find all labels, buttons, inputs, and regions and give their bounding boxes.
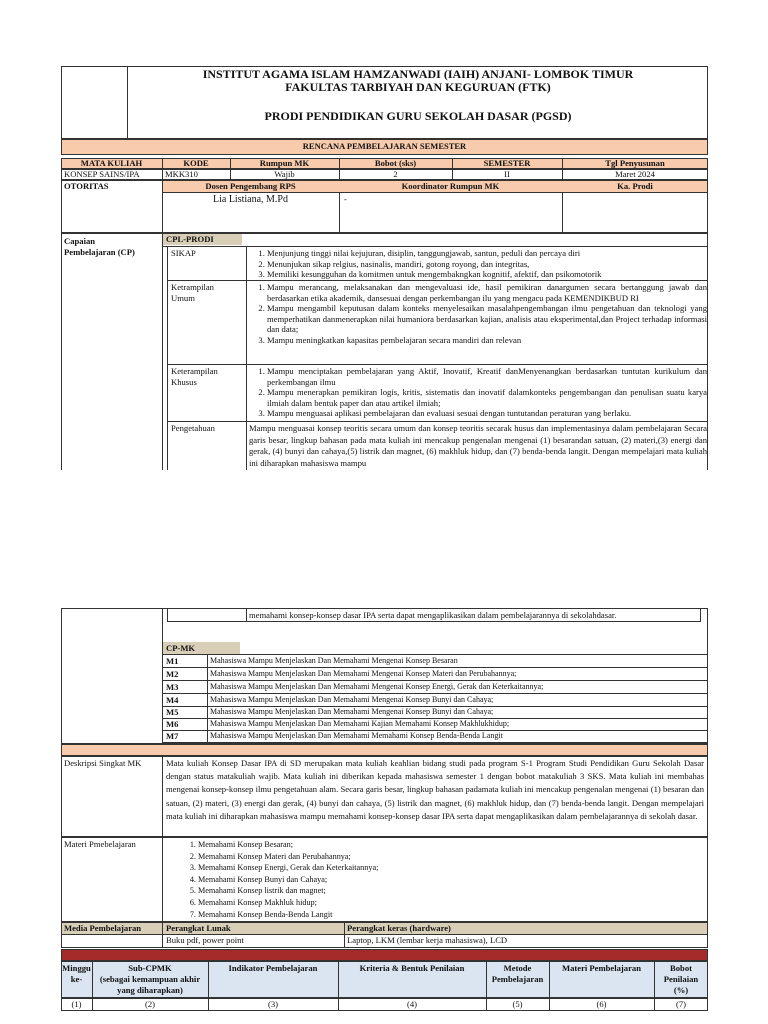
cpmk-text: Mahasiswa Mampu Menjelaskan Dan Memahami Mengenai Konsep Bunyi dan Cahaya;: [210, 707, 494, 716]
cpl-prodi-label: CPL-PRODI: [166, 234, 214, 244]
course-value-tgl: Maret 2024: [615, 169, 655, 179]
plan-col-number: (2): [144, 999, 156, 1009]
course-header-bobot: Bobot (sks): [374, 158, 417, 168]
materi-item: 5. Memahami Konsep listrik dan magnet;: [198, 885, 578, 897]
otoritas-header-line: [162, 192, 708, 193]
ku-item: 1. Mampu merancang, melaksanakan dan mengevaluasi ide, hasil pemikiran danargumen secara bertanggung jawab dan berdasarkan etika akademik, dansesuai dengan perkembangan ilu yang mengacu pada KEMENDIKBUD RI: [267, 282, 707, 303]
materi-item: 7. Memahami Konsep Benda-Benda Langit: [198, 909, 578, 921]
plan-header-bobot: Penilaian: [663, 974, 699, 984]
cp-label-2: Pembelajaran (CP): [64, 247, 135, 257]
cpmk-text: Mahasiswa Mampu Menjelaskan Dan Memahami Mengenai Konsep Bunyi dan Cahaya;: [210, 695, 494, 704]
plan-header-subcpmk: yang diharapkan): [117, 985, 183, 995]
plan-header-subcpmk: (sebagai kemampuan akhir: [99, 974, 201, 984]
pengetahuan-text: Mampu menguasai konsep teoritis secara umum dan konsep teoritis secarak husus dan implementasinya dalam pembelajaran Secara garis besar, lingkup bahasan pada mata kuliah ini mencakup pengenalan mengenai (1) besarandan satuan, (2) materi,(3) energi dan gerak, (4) bunyi dan cahaya,(5) listrik dan magnet, (6) makhluk hidup, dan (7) benda-benda langit. Dengan mempelajari mata kuliah ini diharapkan mahasiswa mampu: [249, 423, 707, 468]
perangkat-keras-label: Perangkat keras (hardware): [347, 923, 451, 933]
plan-header-kriteria: Kriteria & Bentuk Penilaian: [359, 963, 465, 973]
institute-name: INSTITUT AGAMA ISLAM HAMZANWADI (IAIH) ANJANI- LOMBOK TIMUR: [202, 67, 634, 81]
sikap-list: [249, 248, 707, 280]
pengetahuan-cont-divider: [246, 608, 247, 622]
cpmk-text: Mahasiswa Mampu Menjelaskan Dan Memahami Mengenai Konsep Besaran: [210, 656, 458, 665]
cpmk-row-line: [162, 680, 708, 681]
rps-title: RENCANA PEMBELAJARAN SEMESTER: [302, 141, 467, 151]
plan-col-number: (4): [406, 999, 418, 1009]
cp-label-1: Capaian: [64, 236, 96, 246]
course-value-semester: II: [504, 169, 510, 179]
cpmk-text: Mahasiswa Mampu Menjelaskan Dan Memahami Mengenai Konsep Energi, Gerak dan Keterkaitannya;: [210, 682, 544, 691]
deskripsi-divider: [162, 756, 163, 837]
perangkat-keras-value: Laptop, LKM (lembar kerja mahasiswa), LCD: [347, 935, 508, 945]
course-value-kode: MKK310: [165, 169, 198, 179]
course-header-semester: SEMESTER: [483, 158, 531, 168]
media-label: Media Pembelajaran: [64, 923, 142, 933]
cp-row-line: [167, 364, 708, 365]
cpmk-text: Mahasiswa Mampu Menjelaskan Dan Memahami Memahami Konsep Benda-Benda Langit: [210, 731, 503, 740]
cpmk-label: CP-MK: [166, 643, 196, 653]
cpmk-code: M2: [166, 669, 179, 679]
cpmk-code: M3: [166, 682, 179, 692]
perangkat-lunak-label: Perangkat Lunak: [166, 923, 231, 933]
sikap-item: 2. Menunjukan sikap relgius, nasinalis, mandiri, gotong royong, dan integritas,: [267, 259, 707, 270]
ku-label-2: Umum: [171, 293, 195, 303]
prodi-name: PRODI PENDIDIKAN GURU SEKOLAH DASAR (PGSD): [264, 109, 572, 123]
course-value-bobot: 2: [393, 169, 398, 179]
plan-col-number: (6): [596, 999, 607, 1009]
cpmk-code: M4: [166, 695, 179, 705]
cp-divider: [162, 233, 163, 470]
materi-item: 4. Memahami Konsep Bunyi dan Cahaya;: [198, 874, 578, 886]
faculty-name: FAKULTAS TARBIYAH DAN KEGURUAN (FTK): [285, 80, 551, 94]
media-divider: [162, 922, 163, 948]
cpmk-row-line: [162, 693, 708, 694]
cpmk-code: M6: [166, 719, 179, 729]
kk-label-1: Keterampilan: [171, 366, 218, 376]
plan-header-metode: Metode: [503, 963, 532, 973]
otoritas-col-kaprodi: Ka. Prodi: [617, 181, 653, 191]
cpl-line: [162, 246, 708, 247]
materi-list: [178, 839, 578, 920]
pengetahuan-cont-text: memahami konsep-konsep dasar IPA serta dapat mengaplikasikan dalam pembelajarannya di sekolahdasar.: [249, 610, 617, 620]
plan-header-bobot: Bobot: [670, 963, 692, 973]
plan-header-subcpmk: Sub-CPMK: [128, 963, 172, 973]
ku-label-1: Ketrampilan: [171, 282, 214, 292]
course-value-matakuliah: KONSEP SAINS/IPA: [64, 169, 140, 179]
course-header-kode: KODE: [183, 158, 209, 168]
kk-item: 2. Mampu menerapkan pemikiran logis, kritis, sistematis dan inovatif dalamkonteks pengembangan dan penulisan suatu karya ilmiah dalam bentuk paper dan atau artikel ilmiah;: [267, 387, 707, 408]
sikap-item: 3. Memiliki kesungguhan da komitmen untuk mengembakngkan kognitif, afektif, dan psikomotorik: [267, 269, 707, 280]
materi-label: Materi Pmebelajaran: [64, 839, 136, 849]
plan-header-indikator: Indikator Pembelajaran: [228, 963, 318, 973]
plan-header-minggu: ke-: [70, 974, 83, 984]
plan-col-number: (7): [675, 999, 687, 1009]
pengetahuan-label: Pengetahuan: [171, 423, 215, 433]
cpmk-code: M7: [166, 731, 179, 741]
course-value-rumpun: Wajib: [274, 169, 295, 179]
deskripsi-text: Mata kuliah Konsep Dasar IPA di SD merupakan mata kuliah keahlian bidang studi pada program S-1 Program Studi Pendidikan Guru Sekolah Dasar dengan status matakuliah wajib. Mata kuliah ini diberikan kepada mahasiswa semester 1 dengan bobot matakuliah 3 SKS. Mata kuliah ini membahas mengenai konsep-konsep ilmu pengetahuan alam. Secara garis besar, lingkup bahasan padamata kuliah ini mencakup pengenalan mengenai (1) besaran dan satuan, (2) materi, (3) energi dan gerak, (4) bunyi dan cahaya, (5) listrik dan magnet, (6) makhluk hidup, dan (7) benda-benda langit. Dengan mempelajari mata kuliah ini diharapkan mahasiswa mampu memahami konsep-konsep dasar IPA serta dapat mengaplikasikan dalam pembelajarannya di sekolah dasar.: [166, 758, 704, 821]
plan-header-materi: Materi Pembelajaran: [562, 963, 641, 973]
otoritas-label: OTORITAS: [64, 181, 109, 191]
kk-list: [249, 366, 707, 419]
cpmk-code: M5: [166, 707, 179, 717]
sikap-label: SIKAP: [171, 248, 196, 258]
cp-row-line: [167, 421, 708, 422]
dark-separator: [61, 949, 708, 961]
plan-col-number: (3): [267, 999, 279, 1009]
otoritas-col-dosen: Dosen Pengembang RPS: [205, 181, 296, 191]
otoritas-col-koordinator: Koordinator Rumpun MK: [401, 181, 500, 191]
koordinator-name: -: [344, 194, 347, 204]
kk-label-2: Khusus: [171, 377, 197, 387]
ku-item: 2. Mampu mengambil keputusan dalam konteks menyelesaikan masalahpengembangan ilmu pengetahuan dan teknologi yang memperhatikan danmenerapkan nilai humaniora berdasarkan kajian, analisis atau eksperimental,dan Project terhadap informasi dan data;: [267, 303, 707, 335]
plan-header-bobot: (%): [673, 985, 689, 995]
cpmk-text: Mahasiswa Mampu Menjelaskan Dan Memahami Kajian Memahami Konsep Makhlukhidup;: [210, 719, 510, 728]
separator-bar: [61, 744, 708, 756]
materi-divider: [162, 837, 163, 922]
materi-item: 2. Memahami Konsep Materi dan Perubahannya;: [198, 851, 578, 863]
plan-col-number: (5): [512, 999, 523, 1009]
course-header-tgl: Tgl Penyusunan: [605, 158, 665, 168]
kk-item: 3. Mampu menguasai aplikasi pembelajaran dan evaluasi sesuai dengan tuntutandan peraturan yang berlaku.: [267, 408, 707, 419]
materi-item: 1. Memahami Konsep Besaran;: [198, 839, 578, 851]
plan-header-metode: Pembelajaran: [491, 974, 544, 984]
plan-col-number: (1): [71, 999, 82, 1009]
perangkat-lunak-value: Buku pdf, power point: [166, 935, 244, 945]
cp-row-line: [167, 280, 708, 281]
kk-item: 1. Mampu menciptakan pembelajaran yang Aktif, Inovatif, Kreatif danMenyenangkan berdasarkan tuntutan kurikulum dan perkembangan ilmu: [267, 366, 707, 387]
plan-header-minggu: Minggu: [62, 963, 91, 973]
course-header-rumpun: Rumpun MK: [259, 158, 310, 168]
cpmk-row-line: [162, 667, 708, 668]
course-header-matakuliah: MATA KULIAH: [80, 158, 143, 168]
dosen-name: Lia Listiana, M.Pd: [213, 194, 288, 205]
materi-item: 6. Memahami Konsep Makhluk hidup;: [198, 897, 578, 909]
deskripsi-label: Deskripsi Singkat MK: [64, 758, 142, 768]
ku-item: 3. Mampu meningkatkan kapasitas pembelajaran secara mandiri dan relevan: [267, 335, 707, 346]
cpmk-text: Mahasiswa Mampu Menjelaskan Dan Memahami Mengenai Konsep Materi dan Perubahannya;: [210, 669, 517, 678]
materi-item: 3. Memahami Konsep Energi, Gerak dan Keterkaitannya;: [198, 862, 578, 874]
media-divider: [344, 922, 345, 948]
sikap-item: 1. Menjunjung tinggi nilai kejujuran, disiplin, tanggungjawab, santun, peduli dan percaya diri: [267, 248, 707, 259]
cpmk-code: M1: [166, 656, 179, 666]
ku-list: [249, 282, 707, 346]
